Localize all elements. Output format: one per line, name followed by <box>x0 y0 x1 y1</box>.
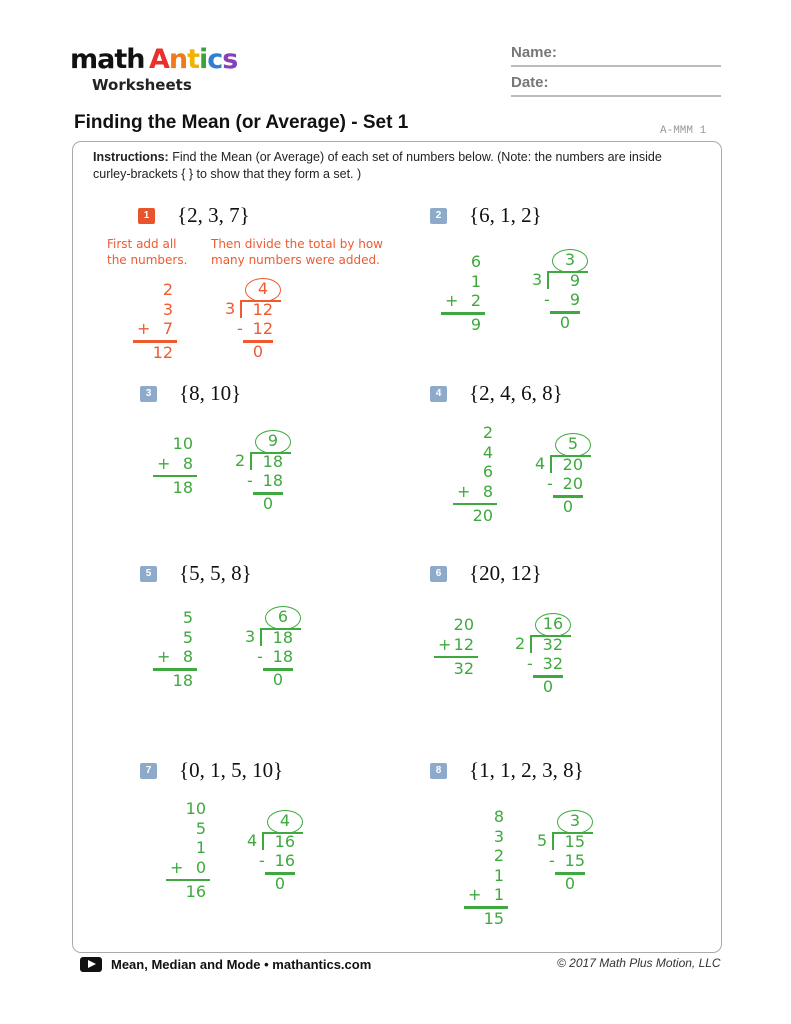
divisor: 2 <box>235 451 246 470</box>
minus-sign: - <box>544 290 550 309</box>
problem-number-badge: 5 <box>140 566 157 582</box>
plus-sign: + <box>457 481 471 501</box>
dividend: 20 <box>562 455 583 474</box>
problem-set: {20, 12} <box>469 561 542 585</box>
quotient: 3 <box>569 811 581 830</box>
sum: 18 <box>172 671 193 690</box>
sum: 32 <box>453 658 474 678</box>
division-bracket <box>240 300 242 318</box>
remainder: 0 <box>252 342 264 361</box>
quotient: 6 <box>277 607 289 626</box>
logo-antics: Antics <box>148 44 238 75</box>
plus-sign: + <box>137 319 151 338</box>
addend: 6 <box>482 462 493 481</box>
remainder: 0 <box>564 874 576 893</box>
addend: 7 <box>162 319 173 338</box>
dividend: 12 <box>252 300 273 319</box>
addend: 1 <box>493 885 504 904</box>
division-bracket <box>550 455 552 473</box>
plus-sign: + <box>157 647 171 666</box>
division-bracket <box>262 832 264 850</box>
plus-sign: + <box>170 857 184 877</box>
remainder: 0 <box>562 497 574 516</box>
subtrahend: 20 <box>562 474 583 493</box>
addend: 8 <box>182 647 193 666</box>
minus-sign: - <box>549 851 555 870</box>
problem-set: {8, 10} <box>179 381 242 405</box>
minus-sign: - <box>259 851 265 870</box>
divisor: 3 <box>245 627 256 646</box>
remainder: 0 <box>274 874 286 893</box>
note-step2: Then divide the total by how many numbers were added. <box>211 237 383 267</box>
subtrahend: 16 <box>274 851 295 870</box>
page-title: Finding the Mean (or Average) - Set 1 <box>74 112 409 133</box>
addend: 12 <box>453 634 474 654</box>
minus-sign: - <box>247 471 253 490</box>
problem-set: {2, 4, 6, 8} <box>469 381 563 405</box>
addend: 0 <box>195 857 206 877</box>
plus-sign: + <box>445 291 459 310</box>
remainder: 0 <box>262 494 274 513</box>
minus-sign: - <box>547 474 553 493</box>
remainder: 0 <box>272 670 284 689</box>
problem-number-badge: 1 <box>138 208 155 224</box>
subtrahend: 32 <box>542 654 563 673</box>
date-label: Date: <box>511 74 549 91</box>
addend: 3 <box>493 826 504 846</box>
quotient: 5 <box>567 434 579 453</box>
addend: 2 <box>482 423 493 442</box>
sum: 9 <box>470 315 481 334</box>
addend: 5 <box>195 818 206 838</box>
quotient: 3 <box>564 250 576 269</box>
minus-sign: - <box>237 319 243 338</box>
subtrahend: 12 <box>252 319 273 338</box>
problem-set: {1, 1, 2, 3, 8} <box>469 758 584 782</box>
addend: 1 <box>195 838 206 857</box>
logo-math: math <box>70 44 145 75</box>
minus-sign: - <box>257 647 263 666</box>
plus-sign: + <box>157 453 171 473</box>
addend: 2 <box>162 280 173 299</box>
addend: 6 <box>470 252 481 271</box>
problem-number-badge: 6 <box>430 566 447 582</box>
addend: 5 <box>182 627 193 647</box>
instructions-text: Find the Mean (or Average) of each set of numbers below. (Note: the numbers are inside curley-brackets { } to show that they form a set. ) <box>93 150 662 181</box>
problem-set: {6, 1, 2} <box>469 203 542 227</box>
divisor: 4 <box>247 831 258 850</box>
instructions-label: Instructions: <box>93 150 169 164</box>
footer-link[interactable]: Mean, Median and Mode • mathantics.com <box>111 957 372 972</box>
logo-worksheets: Worksheets <box>92 76 192 94</box>
name-label: Name: <box>511 44 557 61</box>
addend: 1 <box>470 271 481 291</box>
addend: 20 <box>453 615 474 634</box>
sum: 16 <box>185 881 206 901</box>
plus-sign: + <box>438 634 452 654</box>
addend: 1 <box>493 865 504 885</box>
problem-number-badge: 4 <box>430 386 447 402</box>
problem-number-badge: 7 <box>140 763 157 779</box>
subtrahend: 9 <box>569 290 580 309</box>
minus-sign: - <box>527 654 533 673</box>
dividend: 32 <box>542 635 563 654</box>
problem-number-badge: 2 <box>430 208 447 224</box>
addend: 5 <box>182 608 193 627</box>
instructions <box>93 149 693 183</box>
problem-number-badge: 3 <box>140 386 157 402</box>
worksheet-code: A-MMM 1 <box>660 125 707 137</box>
play-icon <box>80 957 102 972</box>
math-antics-logo <box>70 44 238 94</box>
quotient: 4 <box>279 811 291 830</box>
addend: 10 <box>185 799 206 818</box>
sum: 20 <box>472 505 493 525</box>
quotient: 16 <box>542 614 564 633</box>
subtrahend: 15 <box>564 851 585 870</box>
remainder: 0 <box>559 313 571 332</box>
divisor: 2 <box>515 634 526 653</box>
note-step1: First add all the numbers. <box>107 237 188 267</box>
division-bracket <box>547 271 549 289</box>
addend: 4 <box>482 442 493 462</box>
addend: 8 <box>482 481 493 501</box>
quotient: 4 <box>257 279 269 298</box>
addend: 10 <box>172 434 193 453</box>
divisor: 4 <box>535 454 546 473</box>
dividend: 18 <box>262 452 283 471</box>
copyright: © 2017 Math Plus Motion, LLC <box>557 956 721 970</box>
sum: 18 <box>172 477 193 497</box>
division-bracket <box>530 635 532 653</box>
problem-set: {2, 3, 7} <box>177 203 250 227</box>
date-field[interactable] <box>511 74 721 97</box>
problem-set: {0, 1, 5, 10} <box>179 758 284 782</box>
division-bracket <box>260 628 262 646</box>
divisor: 3 <box>225 299 236 318</box>
quotient: 9 <box>267 431 279 450</box>
division-bracket <box>250 452 252 470</box>
addend: 2 <box>493 846 504 865</box>
problem-set: {5, 5, 8} <box>179 561 252 585</box>
addend: 8 <box>493 807 504 826</box>
remainder: 0 <box>542 677 554 696</box>
sum: 15 <box>483 909 504 928</box>
addend: 3 <box>162 299 173 319</box>
plus-sign: + <box>468 885 482 904</box>
addend: 2 <box>470 291 481 310</box>
sum: 12 <box>152 343 173 362</box>
dividend: 9 <box>569 271 580 290</box>
dividend: 16 <box>274 832 295 851</box>
name-field[interactable] <box>511 44 721 67</box>
addend: 8 <box>182 453 193 473</box>
divisor: 5 <box>537 831 548 850</box>
problem-number-badge: 8 <box>430 763 447 779</box>
dividend: 18 <box>272 628 293 647</box>
dividend: 15 <box>564 832 585 851</box>
divisor: 3 <box>532 270 543 289</box>
division-bracket <box>552 832 554 850</box>
subtrahend: 18 <box>262 471 283 490</box>
subtrahend: 18 <box>272 647 293 666</box>
